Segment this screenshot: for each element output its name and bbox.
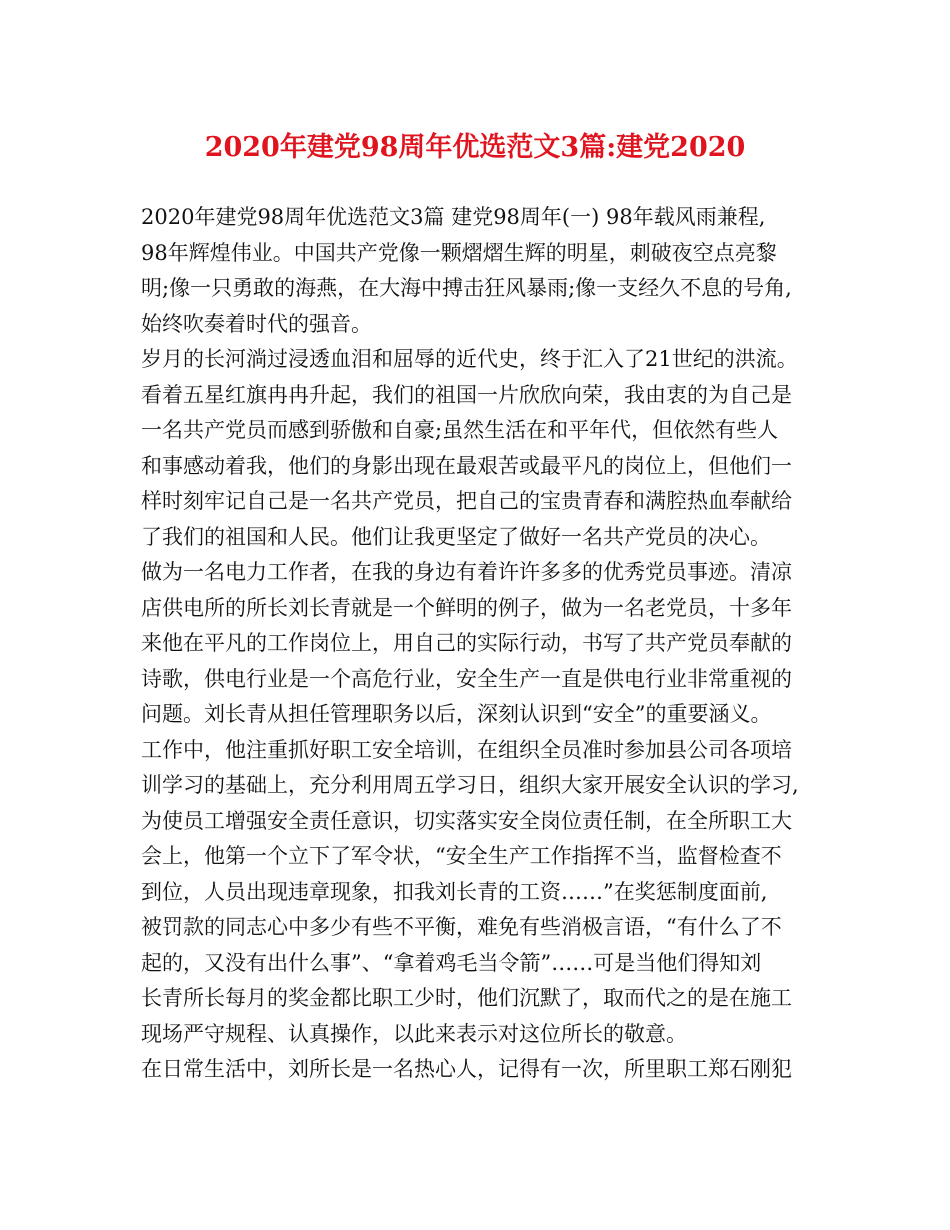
document-body [141, 200, 841, 1088]
body-text-line: 为使员工增强安全责任意识，切实落实安全岗位责任制，在全所职工大 [141, 808, 792, 833]
body-text-line: 看着五星红旗冉冉升起，我们的祖国一片欣欣向荣，我由衷的为自己是 [141, 382, 792, 407]
body-text-line: 诗歌，供电行业是一个高危行业，安全生产一直是供电行业非常重视的 [141, 666, 792, 691]
body-text-line: 和事感动着我，他们的身影出现在最艰苦或最平凡的岗位上，但他们一 [141, 453, 792, 478]
body-text-line: 在日常生活中，刘所长是一名热心人，记得有一次，所里职工郑石刚犯 [141, 1057, 792, 1081]
body-text-line: 长青所长每月的奖金都比职工少时，他们沉默了，取而代之的是在施工 [141, 986, 792, 1010]
body-text-line: 来他在平凡的工作岗位上，用自己的实际行动，书写了共产党员奉献的 [141, 631, 792, 655]
body-text-line: 工作中，他注重抓好职工安全培训，在组织全员准时参加县公司各项培 [141, 737, 792, 762]
body-text-line: 起的，又没有出什么事”、“拿着鸡毛当令箭”……可是当他们得知刘 [141, 950, 762, 975]
body-text-line: 明;像一只勇敢的海燕，在大海中搏击狂风暴雨;像一支经久不息的号角, [141, 276, 792, 300]
body-text-line: 店供电所的所长刘长青就是一个鲜明的例子，做为一名老党员，十多年 [141, 595, 792, 620]
body-text-line: 到位，人员出现违章现象，扣我刘长青的工资……”在奖惩制度面前, [141, 879, 768, 904]
body-text-line: 训学习的基础上，充分利用周五学习日，组织大家开展安全认识的学习, [141, 773, 799, 797]
body-text-line: 岁月的长河淌过浸透血泪和屈辱的近代史，终于汇入了21世纪的洪流。 [141, 347, 798, 371]
body-text-line: 一名共产党员而感到骄傲和自豪;虽然生活在和平年代，但依然有些人 [141, 418, 779, 442]
body-text-line: 现场严守规程、认真操作，以此来表示对这位所长的敬意。 [141, 1021, 687, 1046]
body-text-line: 始终吹奏着时代的强音。 [141, 311, 372, 336]
body-text-line: 98年辉煌伟业。中国共产党像一颗熠熠生辉的明星，刺破夜空点亮黎 [141, 240, 777, 265]
document-title: 2020年建党98周年优选范文3篇:建党2020 [204, 132, 746, 163]
body-text-line: 会上，他第一个立下了军令状，“安全生产工作指挥不当，监督检查不 [141, 844, 782, 868]
body-text-line: 被罚款的同志心中多少有些不平衡，难免有些消极言语，“有什么了不 [141, 915, 782, 939]
body-text-line: 问题。刘长青从担任管理职务以后，深刻认识到“安全”的重要涵义。 [141, 702, 772, 726]
body-text-line: 样时刻牢记自己是一名共产党员，把自己的宝贵青春和满腔热血奉献给 [141, 489, 792, 513]
body-text-line: 2020年建党98周年优选范文3篇 建党98周年(一) 98年载风雨兼程, [141, 205, 766, 229]
body-text-line: 了我们的祖国和人民。他们让我更坚定了做好一名共产党员的决心。 [141, 524, 771, 549]
body-text-line: 做为一名电力工作者，在我的身边有着许许多多的优秀党员事迹。清凉 [141, 560, 792, 584]
